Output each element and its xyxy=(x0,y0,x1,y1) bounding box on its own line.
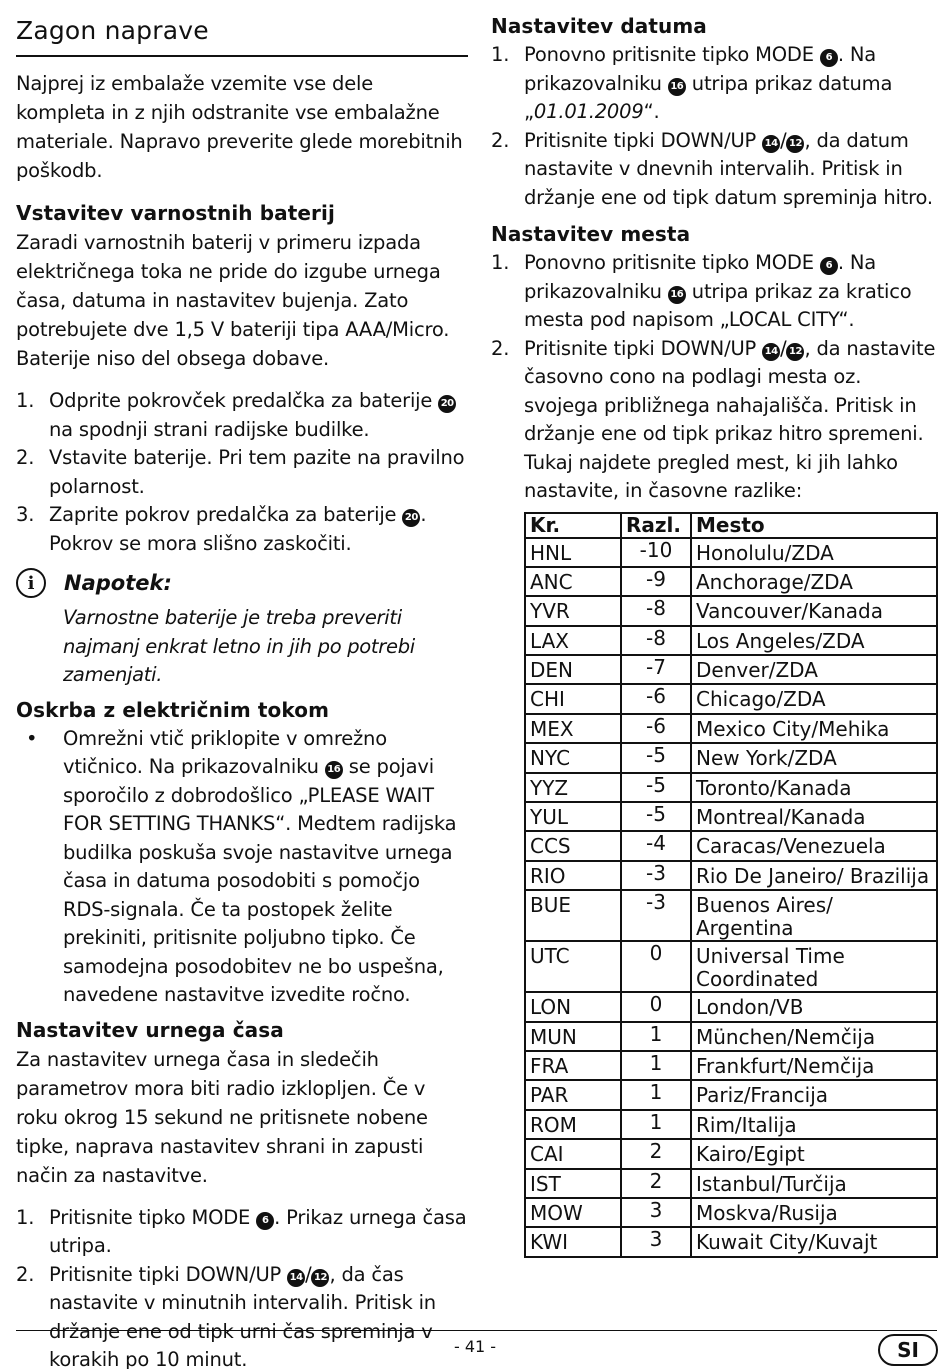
intro-paragraph: Najprej iz embalaže vzemite vse dele kompleta in z njih odstranite vse embalažne materiale. Napravo preverite glede morebitnih poškodb. xyxy=(16,72,463,182)
city-code-cell: MOW xyxy=(525,1198,621,1227)
marker-6-icon: 6 xyxy=(256,1212,274,1230)
table-row xyxy=(525,773,937,802)
table-row xyxy=(525,567,937,596)
table-row xyxy=(525,1051,937,1080)
city-code-cell: YYZ xyxy=(525,773,621,802)
time-paragraph: Za nastavitev urnega časa in sledečih parametrov mora biti radio izklopljen. Če v roku okrog 15 sekund ne pritisnete nobene tipke, naprava nastavitev shrani in zapusti način za nastavitve. xyxy=(16,1047,428,1187)
page-title: Zagon naprave xyxy=(16,16,209,45)
city-code-cell: NYC xyxy=(525,743,621,772)
city-code-cell: ROM xyxy=(525,1110,621,1139)
city-name-cell: Montreal/Kanada xyxy=(691,802,937,831)
time-diff-cell: 2 xyxy=(621,1139,691,1168)
time-diff-cell: 3 xyxy=(621,1227,691,1256)
city-name-cell: Rio De Janeiro/ Brazilija xyxy=(691,861,937,890)
list-item: 2. Pritisnite tipki DOWN/UP 14 / 12 , da čas nastavite v minutnih intervalih. Pritisk in držanje ene od tipk urni čas spreminja v korakih po 10 minut. xyxy=(16,1262,436,1369)
time-diff-cell: -4 xyxy=(621,831,691,860)
city-code-cell: ANC xyxy=(525,567,621,596)
table-row xyxy=(525,1198,937,1227)
city-code-cell: MUN xyxy=(525,1022,621,1051)
table-row xyxy=(525,1139,937,1168)
city-code-cell: UTC xyxy=(525,941,621,992)
column-header: Razl. xyxy=(621,513,691,538)
time-diff-cell: -10 xyxy=(621,538,691,567)
marker-14-icon: 14 xyxy=(762,343,780,361)
table-row xyxy=(525,596,937,625)
power-bullet-text: Omrežni vtič priklopite v omrežno vtičnico. Na prikazovalniku 16 se pojavi sporočilo z dobrodošlico „PLEASE WAIT FOR SETTING THANKS“. Medtem radijska budilka poskuša svoje nastavitve urnega časa in datuma posodobiti s pomočjo RDS-signala. Če ta postopek želite prekiniti, pritisnite poljubno tipko. Če samodejna posodobitev ne bo uspešna, navedene nastavitve izvedite ročno. xyxy=(63,726,457,1006)
time-diff-cell: -9 xyxy=(621,567,691,596)
time-diff-cell: 1 xyxy=(621,1080,691,1109)
time-diff-cell: -8 xyxy=(621,596,691,625)
city-name-cell: Caracas/Venezuela xyxy=(691,831,937,860)
city-name-cell: Pariz/Francija xyxy=(691,1080,937,1109)
city-code-cell: BUE xyxy=(525,890,621,941)
city-name-cell: Buenos Aires/ Argentina xyxy=(691,890,937,941)
right-column xyxy=(491,0,937,1258)
city-code-cell: LON xyxy=(525,992,621,1021)
battery-steps-list xyxy=(16,387,468,558)
time-diff-cell: -8 xyxy=(621,626,691,655)
list-item: 1. Pritisnite tipko MODE 6 . Prikaz urnega časa utripa. xyxy=(16,1205,467,1257)
city-name-cell: Universal Time Coordinated xyxy=(691,941,937,992)
time-diff-cell: 1 xyxy=(621,1110,691,1139)
batteries-paragraph: Zaradi varnostnih baterij v primeru izpada električnega toka ne pride do izgube urnega časa, datuma in nastavitev bujenja. Zato potrebujete dve 1,5 V bateriji tipa AAA/Micro. Baterije niso del obsega dobave. xyxy=(16,231,450,370)
time-diff-cell: 1 xyxy=(621,1022,691,1051)
city-code-cell: FRA xyxy=(525,1051,621,1080)
column-header: Kr. xyxy=(525,513,621,538)
time-diff-cell: -5 xyxy=(621,802,691,831)
city-code-cell: CHI xyxy=(525,684,621,713)
city-name-cell: Moskva/Rusija xyxy=(691,1198,937,1227)
date-steps-list xyxy=(491,41,937,212)
bullet-icon: • xyxy=(26,726,38,750)
city-table xyxy=(524,512,938,1258)
title-divider xyxy=(16,55,468,57)
city-name-cell: Toronto/Kanada xyxy=(691,773,937,802)
time-diff-cell: 1 xyxy=(621,1051,691,1080)
table-row xyxy=(525,626,937,655)
city-name-cell: Rim/Italija xyxy=(691,1110,937,1139)
table-row xyxy=(525,802,937,831)
table-row xyxy=(525,1110,937,1139)
column-header: Mesto xyxy=(691,513,937,538)
batteries-heading: Vstavitev varnostnih baterij xyxy=(16,201,335,225)
marker-12-icon: 12 xyxy=(786,343,804,361)
city-name-cell: London/VB xyxy=(691,992,937,1021)
table-header-row xyxy=(525,513,937,538)
city-name-cell: München/Nemčija xyxy=(691,1022,937,1051)
city-name-cell: New York/ZDA xyxy=(691,743,937,772)
marker-16-icon: 16 xyxy=(668,78,686,96)
table-row xyxy=(525,538,937,567)
note-title: Napotek: xyxy=(64,571,172,595)
city-code-cell: HNL xyxy=(525,538,621,567)
time-diff-cell: 2 xyxy=(621,1169,691,1198)
power-bullet xyxy=(16,725,468,1010)
marker-20-icon: 20 xyxy=(438,395,456,413)
time-diff-cell: 0 xyxy=(621,992,691,1021)
table-row xyxy=(525,861,937,890)
city-code-cell: MEX xyxy=(525,714,621,743)
table-row xyxy=(525,1022,937,1051)
left-column xyxy=(16,0,468,1369)
marker-14-icon: 14 xyxy=(287,1269,305,1287)
info-icon: i xyxy=(16,568,46,598)
marker-12-icon: 12 xyxy=(311,1269,329,1287)
city-code-cell: CCS xyxy=(525,831,621,860)
table-row xyxy=(525,714,937,743)
table-row xyxy=(525,1227,937,1256)
city-code-cell: YUL xyxy=(525,802,621,831)
time-diff-cell: -5 xyxy=(621,773,691,802)
table-row xyxy=(525,743,937,772)
marker-12-icon: 12 xyxy=(786,135,804,153)
table-row xyxy=(525,941,937,992)
city-code-cell: IST xyxy=(525,1169,621,1198)
time-diff-cell: -5 xyxy=(621,743,691,772)
city-name-cell: Chicago/ZDA xyxy=(691,684,937,713)
list-item: 1. Odprite pokrovček predalčka za baterije 20 na spodnji strani radijske budilke. xyxy=(16,387,468,444)
time-diff-cell: 0 xyxy=(621,941,691,992)
city-code-cell: CAI xyxy=(525,1139,621,1168)
language-badge: SI xyxy=(878,1334,938,1366)
table-row xyxy=(525,1080,937,1109)
list-item: 2. Vstavite baterije. Pri tem pazite na pravilno polarnost. xyxy=(16,446,465,498)
list-item: 2. Pritisnite tipki DOWN/UP 14 / 12 , da datum nastavite v dnevnih intervalih. Pritisk in držanje ene od tipk datum spreminja hitro. xyxy=(491,128,933,209)
list-item: 1. Ponovno pritisnite tipko MODE 6 . Na prikazovalniku 16 utripa prikaz za kratico mesta pod napisom „LOCAL CITY“. xyxy=(491,251,912,331)
table-row xyxy=(525,890,937,941)
power-heading: Oskrba z električnim tokom xyxy=(16,697,330,722)
city-name-cell: Kuwait City/Kuvajt xyxy=(691,1227,937,1256)
city-code-cell: LAX xyxy=(525,626,621,655)
table-row xyxy=(525,655,937,684)
table-row xyxy=(525,684,937,713)
city-heading: Nastavitev mesta xyxy=(491,222,691,246)
table-row xyxy=(525,831,937,860)
date-display-value: 01.01.2009 xyxy=(533,100,644,123)
city-name-cell: Istanbul/Turčija xyxy=(691,1169,937,1198)
city-name-cell: Anchorage/ZDA xyxy=(691,567,937,596)
table-row xyxy=(525,1169,937,1198)
date-heading: Nastavitev datuma xyxy=(491,14,707,38)
city-name-cell: Honolulu/ZDA xyxy=(691,538,937,567)
marker-16-icon: 16 xyxy=(668,286,686,304)
note-text: Varnostne baterije je treba preveriti najmanj enkrat letno in jih po potrebi zamenjati. xyxy=(63,606,415,686)
city-name-cell: Denver/ZDA xyxy=(691,655,937,684)
city-code-cell: KWI xyxy=(525,1227,621,1256)
note-box xyxy=(16,568,468,598)
city-code-cell: PAR xyxy=(525,1080,621,1109)
marker-14-icon: 14 xyxy=(762,135,780,153)
footer-divider xyxy=(16,1330,937,1331)
marker-6-icon: 6 xyxy=(820,257,838,275)
marker-6-icon: 6 xyxy=(820,49,838,67)
city-name-cell: Los Angeles/ZDA xyxy=(691,626,937,655)
list-item: 2. Pritisnite tipki DOWN/UP 14 / 12 , da nastavite časovno cono na podlagi mesta oz. svojega približnega nahajališča. Pritisk in držanje ene od tipk prikaz hitro spremeni. Tukaj najdete pregled mest, ki jih lahko nastavite, in časovne razlike: xyxy=(491,336,936,502)
list-item: 3. Zaprite pokrov predalčka za baterije 20 . Pokrov se mora slišno zaskočiti. xyxy=(16,503,427,555)
time-diff-cell: 3 xyxy=(621,1198,691,1227)
time-diff-cell: -3 xyxy=(621,890,691,941)
city-name-cell: Frankfurt/Nemčija xyxy=(691,1051,937,1080)
marker-20-icon: 20 xyxy=(402,509,420,527)
time-diff-cell: -7 xyxy=(621,655,691,684)
city-steps-list xyxy=(491,249,937,506)
city-name-cell: Kairo/Egipt xyxy=(691,1139,937,1168)
time-diff-cell: -6 xyxy=(621,684,691,713)
time-heading: Nastavitev urnega časa xyxy=(16,1017,284,1042)
city-name-cell: Mexico City/Mehika xyxy=(691,714,937,743)
city-code-cell: YVR xyxy=(525,596,621,625)
page-number: - 41 - xyxy=(453,1337,497,1356)
city-code-cell: RIO xyxy=(525,861,621,890)
list-item: 1. Ponovno pritisnite tipko MODE 6 . Na prikazovalniku 16 utripa prikaz datuma „01.01.2009“. xyxy=(491,43,893,123)
table-row xyxy=(525,992,937,1021)
city-code-cell: DEN xyxy=(525,655,621,684)
time-diff-cell: -6 xyxy=(621,714,691,743)
city-name-cell: Vancouver/Kanada xyxy=(691,596,937,625)
time-diff-cell: -3 xyxy=(621,861,691,890)
marker-16-icon: 16 xyxy=(325,761,343,779)
